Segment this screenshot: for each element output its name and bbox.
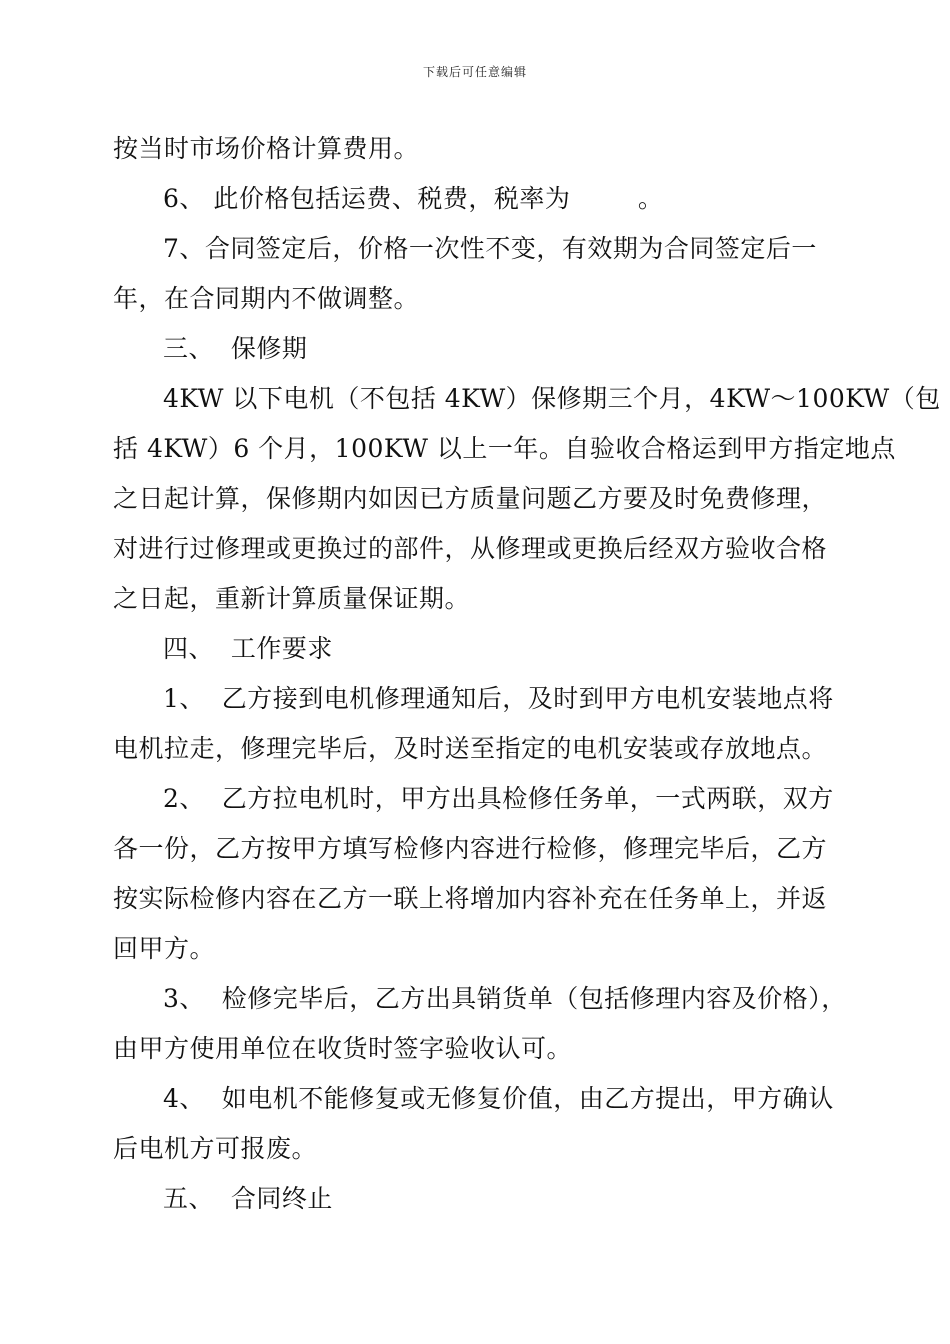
paragraph-line: 4、 如电机不能修复或无修复价值，由乙方提出，甲方确认 [163, 1084, 834, 1113]
paragraph-line: 括 4KW）6 个月，100KW 以上一年。自验收合格运到甲方指定地点 [113, 434, 896, 463]
paragraph-line: 由甲方使用单位在收货时签字验收认可。 [113, 1034, 573, 1063]
paragraph-line: 按当时市场价格计算费用。 [113, 134, 420, 163]
paragraph-line: 电机拉走，修理完毕后，及时送至指定的电机安装或存放地点。 [113, 734, 828, 763]
paragraph-line: 之日起计算，保修期内如因已方质量问题乙方要及时免费修理， [113, 484, 828, 513]
paragraph-line: 6、 此价格包括运费、税费，税率为 。 [163, 184, 664, 213]
paragraph-line: 各一份，乙方按甲方填写检修内容进行检修，修理完毕后，乙方 [113, 834, 828, 863]
paragraph-line: 按实际检修内容在乙方一联上将增加内容补充在任务单上，并返 [113, 884, 828, 913]
paragraph-line: 2、 乙方拉电机时，甲方出具检修任务单，一式两联，双方 [163, 784, 834, 813]
paragraph-line: 回甲方。 [113, 934, 216, 963]
section-heading: 五、 合同终止 [163, 1184, 333, 1213]
paragraph-line: 7、合同签定后，价格一次性不变，有效期为合同签定后一 [163, 234, 817, 263]
paragraph-line: 之日起，重新计算质量保证期。 [113, 584, 471, 613]
paragraph-line: 3、 检修完毕后，乙方出具销货单（包括修理内容及价格）， [163, 984, 847, 1013]
paragraph-line: 年，在合同期内不做调整。 [113, 284, 420, 313]
section-heading: 四、 工作要求 [163, 634, 333, 663]
paragraph-line: 4KW 以下电机（不包括 4KW）保修期三个月，4KW～100KW（包 [163, 384, 941, 413]
paragraph-line: 后电机方可报废。 [113, 1134, 318, 1163]
section-heading: 三、 保修期 [163, 334, 308, 363]
paragraph-line: 1、 乙方接到电机修理通知后，及时到甲方电机安装地点将 [163, 684, 834, 713]
paragraph-line: 对进行过修理或更换过的部件，从修理或更换后经双方验收合格 [113, 534, 828, 563]
page-header: 下载后可任意编辑 [422, 65, 527, 79]
